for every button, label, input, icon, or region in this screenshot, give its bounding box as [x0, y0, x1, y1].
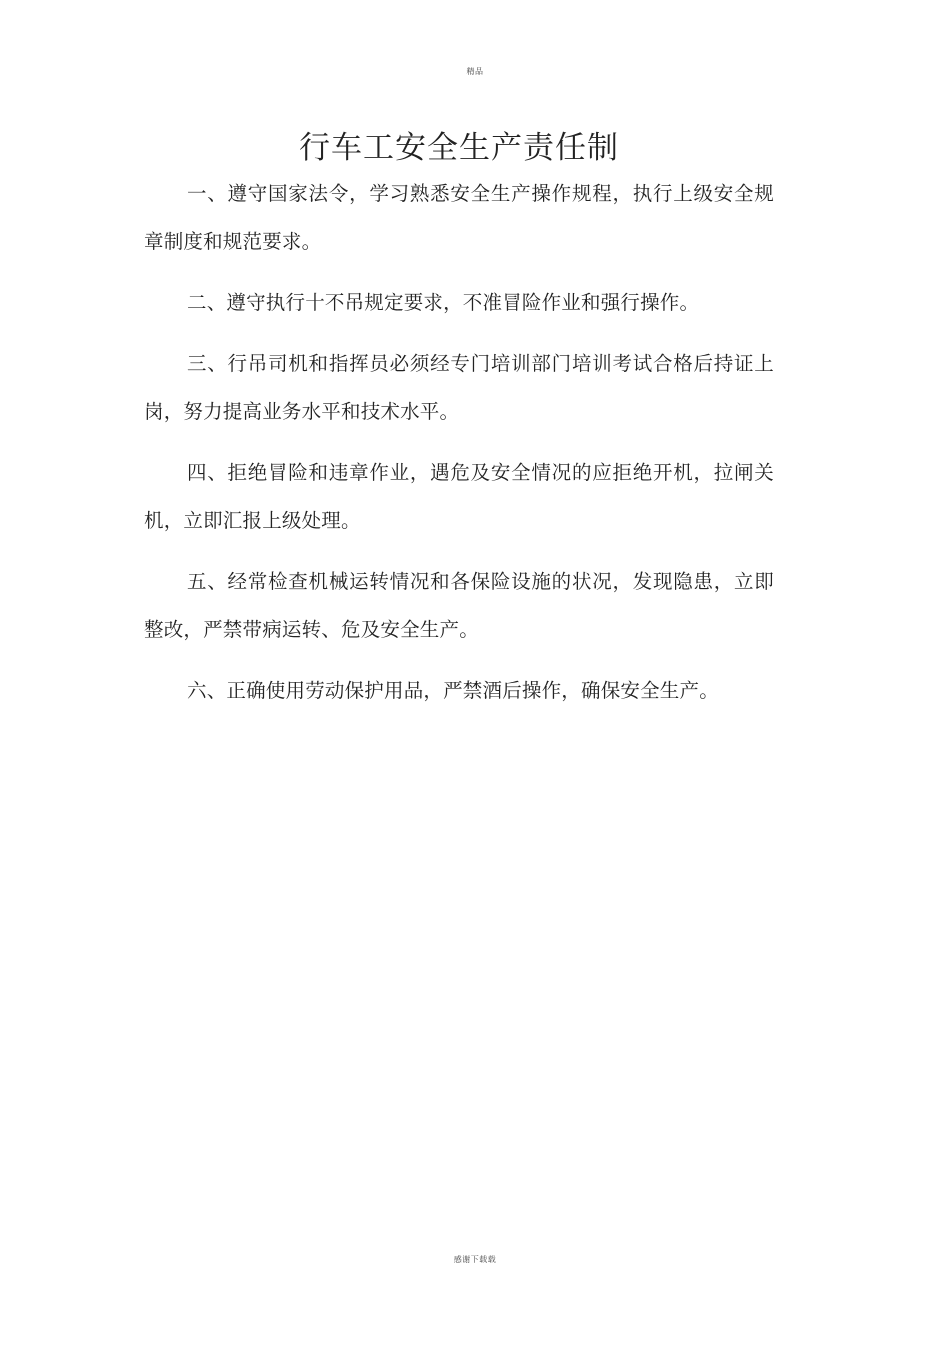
clause-3: 三、行吊司机和指挥员必须经专门培训部门培训考试合格后持证上岗，努力提高业务水平和技术水平。 — [144, 352, 774, 423]
clause-2: 二、遵守执行十不吊规定要求，不准冒险作业和强行操作。 — [187, 291, 700, 314]
clause-4: 四、拒绝冒险和违章作业，遇危及安全情况的应拒绝开机，拉闸关机，立即汇报上级处理。 — [144, 461, 774, 532]
page-header-mark: 精品 — [466, 67, 484, 76]
page-footer-mark: 感谢下载载 — [453, 1255, 497, 1264]
clause-1: 一、遵守国家法令，学习熟悉安全生产操作规程，执行上级安全规章制度和规范要求。 — [144, 182, 774, 253]
document-title: 行车工安全生产责任制 — [299, 130, 619, 166]
clause-6: 六、正确使用劳动保护用品，严禁酒后操作，确保安全生产。 — [187, 679, 719, 702]
clause-5: 五、经常检查机械运转情况和各保险设施的状况，发现隐患，立即整改，严禁带病运转、危及安全生产。 — [144, 570, 774, 641]
document-body — [144, 170, 774, 728]
